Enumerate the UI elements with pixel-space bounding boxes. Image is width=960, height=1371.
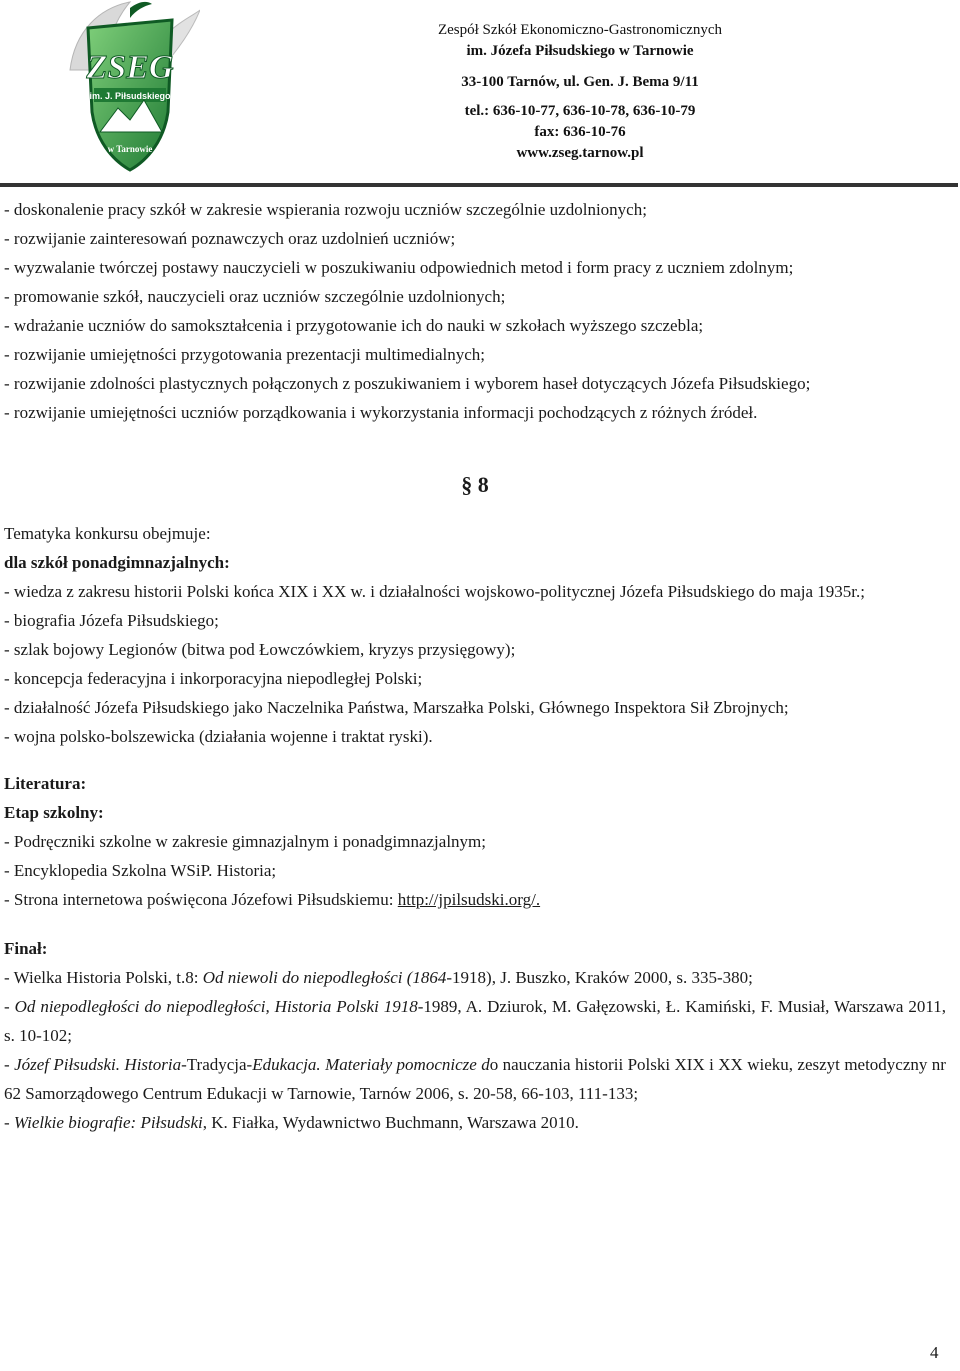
final-heading: Finał: [4,939,48,958]
goal-item: - rozwijanie zainteresowań poznawczych oraz uzdolnień uczniów; [4,229,456,248]
school-website[interactable]: www.zseg.tarnow.pl [516,145,644,161]
logo-city: w Tarnowie [107,144,153,154]
topic-item: - wiedza z zakresu historii Polski końca XIX i XX w. i działalności wojskowo-politycznej Józefa Piłsudskiego do maja 1935r.; [4,582,865,601]
goal-item: - rozwijanie umiejętności przygotowania prezentacji multimedialnych; [4,345,486,364]
website-link[interactable]: http://jpilsudski.org/. [397,890,541,909]
school-patron: im. Józefa Piłsudskiego w Tarnowie [466,43,694,59]
literature-item [4,885,946,914]
section-number: 8 [477,472,489,497]
literature-item: - Podręczniki szkolne w zakresie gimnazjalnym i ponadgimnazjalnym; [4,832,486,851]
literature-text: - Wielka Historia Polski, t.8: [4,968,203,987]
goal-item: - wyzwalanie twórczej postawy nauczycieli w poszukiwaniu odpowiednich metod i form pracy z uczniem zdolnym; [4,258,794,277]
literature-heading: Literatura: [4,774,87,793]
goal-item: - rozwijanie zdolności plastycznych połączonych z poszukiwaniem i wyborem haseł dotyczących Józefa Piłsudskiego; [4,374,811,393]
literature-text: o nauczania historii Polski XIX i XX wieku, zeszyt metodyczny nr 62 Samorządowego Centrum Edukacji w Tarnowie, Tarnów 2006, s. 20-58, 66-103, 111-133; [4,1055,946,1103]
topic-item: - działalność Józefa Piłsudskiego jako Naczelnika Państwa, Marszałka Polski, Głównego Inspektora Sił Zbrojnych; [4,698,789,717]
literature-text: - [4,997,15,1016]
document-body [4,195,946,1137]
document-header [0,0,960,188]
literature-title: Józef Piłsudski. Historia [14,1055,182,1074]
literature-text: - [4,1055,15,1074]
school-logo [60,0,200,184]
literature-item-text: - Strona internetowa poświęcona Józefowi Piłsudskiemu: [4,890,398,909]
topics-intro: Tematyka konkursu obejmuje: [4,524,211,543]
literature-item: - Encyklopedia Szkolna WSiP. Historia; [4,861,277,880]
literature-title: Wielkie biografie: Piłsudski [13,1113,203,1132]
literature-text: -1918), J. Buszko, Kraków 2000, s. 335-380; [446,968,753,987]
header-divider [0,183,958,187]
school-name: Zespół Szkół Ekonomiczno-Gastronomicznych [437,22,723,38]
logo-text: ZSEG [86,49,174,86]
page-number: 4 [930,1343,939,1362]
topic-item: - biografia Józefa Piłsudskiego; [4,611,219,630]
literature-title: Od niepodległości do niepodległości, Historia Polski 1918 [14,997,418,1016]
school-address: 33-100 Tarnów, ul. Gen. J. Bema 9/11 [461,74,699,90]
section-heading [4,465,946,505]
literature-text: -Tradycja- [181,1055,253,1074]
literature-title: Od niewoli do niepodległości (1864 [202,968,447,987]
topic-item: - wojna polsko-bolszewicka (działania wojenne i traktat ryski). [4,727,433,746]
school-fax: fax: 636-10-76 [534,124,626,140]
literature-text: -1989, A. Dziurok, M. Gałęzowski, Ł. Kamiński, F. Musiał, Warszawa 2011, s. 10-102; [4,997,946,1045]
school-stage-heading: Etap szkolny: [4,803,104,822]
goal-item: - promowanie szkół, nauczycieli oraz uczniów szczególnie uzdolnionych; [4,287,506,306]
literature-title: Edukacja. Materiały pomocnicze d [252,1055,490,1074]
literature-item [4,1108,946,1137]
goal-item: - doskonalenie pracy szkół w zakresie wspierania rozwoju uczniów szczególnie uzdolnionych; [4,200,647,219]
topic-item: - szlak bojowy Legionów (bitwa pod Łowczówkiem, kryzys przysięgowy); [4,640,516,659]
goal-item: - wdrażanie uczniów do samokształcenia i przygotowanie ich do nauki w szkołach wyższego szczebla; [4,316,704,335]
section-symbol: § [461,472,473,497]
literature-item [4,963,946,992]
topics-audience: dla szkół ponadgimnazjalnych: [4,553,230,572]
leaf-shape [130,2,152,18]
literature-item [4,992,946,1050]
logo-patron: im. J. Piłsudskiego [89,91,171,101]
school-phone: tel.: 636-10-77, 636-10-78, 636-10-79 [464,103,696,119]
school-info [340,20,820,164]
literature-text: , K. Fiałka, Wydawnictwo Buchmann, Warszawa 2010. [202,1113,579,1132]
topic-item: - koncepcja federacyjna i inkorporacyjna niepodległej Polski; [4,669,423,688]
goal-item: - rozwijanie umiejętności uczniów porządkowania i wykorzystania informacji pochodzących z różnych źródeł. [4,403,758,422]
literature-item [4,1050,946,1108]
literature-text: - [4,1113,14,1132]
